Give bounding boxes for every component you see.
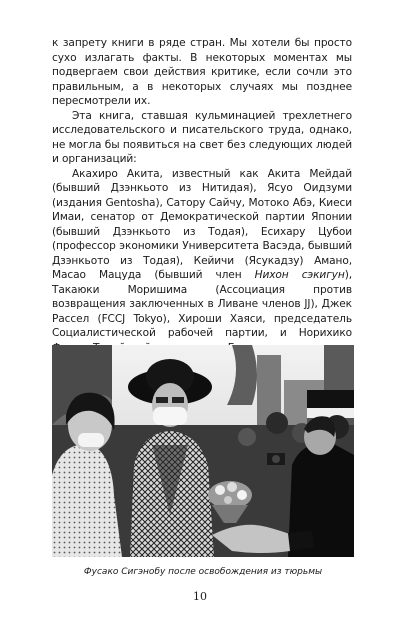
body-text bbox=[52, 36, 352, 355]
paragraph-1: к запрету книги в ряде стран. Мы хотели бы просто сухо излагать факты. В некоторых моментах мы подвергаем свои действия критике, если сочли это правильным, а в некоторых случаях мы позднее пересмотрели их. bbox=[52, 37, 352, 107]
photo-image bbox=[52, 345, 354, 557]
photo-figure bbox=[52, 345, 354, 557]
paragraph-3-part-1: Акахиро Акита, известный как Акита Мейдай (бывший Дзэнкьото из Нитидая), Ясуо Оидзуми (издания Gentosha), Сатору Сайчу, Мотоко Абэ, Киеси Имаи, сенатор от Демократической партии Японии (бывший Дзэнкьото из Тодая), Есихару Цубои (профессор экономики Университета Васэда, бывший Дзэнкьото из Тодая), Кейичи (Ясукадзу) Амано, Масао Мацуда (бывший член bbox=[52, 167, 352, 281]
paragraph-3-part-2: ), Такаюки Моришима (Ассоциация против возвращения заключенных в Ливане членов JJ), Джек Рассел (FCCJ Tokyo), Хироши Хаяси, председатель Социалистической рабочей партии, и Норихико bbox=[52, 269, 352, 339]
paragraph-2: Эта книга, ставшая кульминацией трехлетнего исследовательского и писательского труда, однако, не могла бы появиться на свет без следующих людей и организаций: bbox=[52, 109, 352, 165]
page-number: 10 bbox=[193, 590, 207, 603]
photo-caption: Фусако Сигэнобу после освобождения из тюрьмы bbox=[83, 567, 323, 577]
party-name-italic: Нихон сэкигун bbox=[254, 269, 345, 281]
paragraph-3 bbox=[52, 167, 352, 356]
